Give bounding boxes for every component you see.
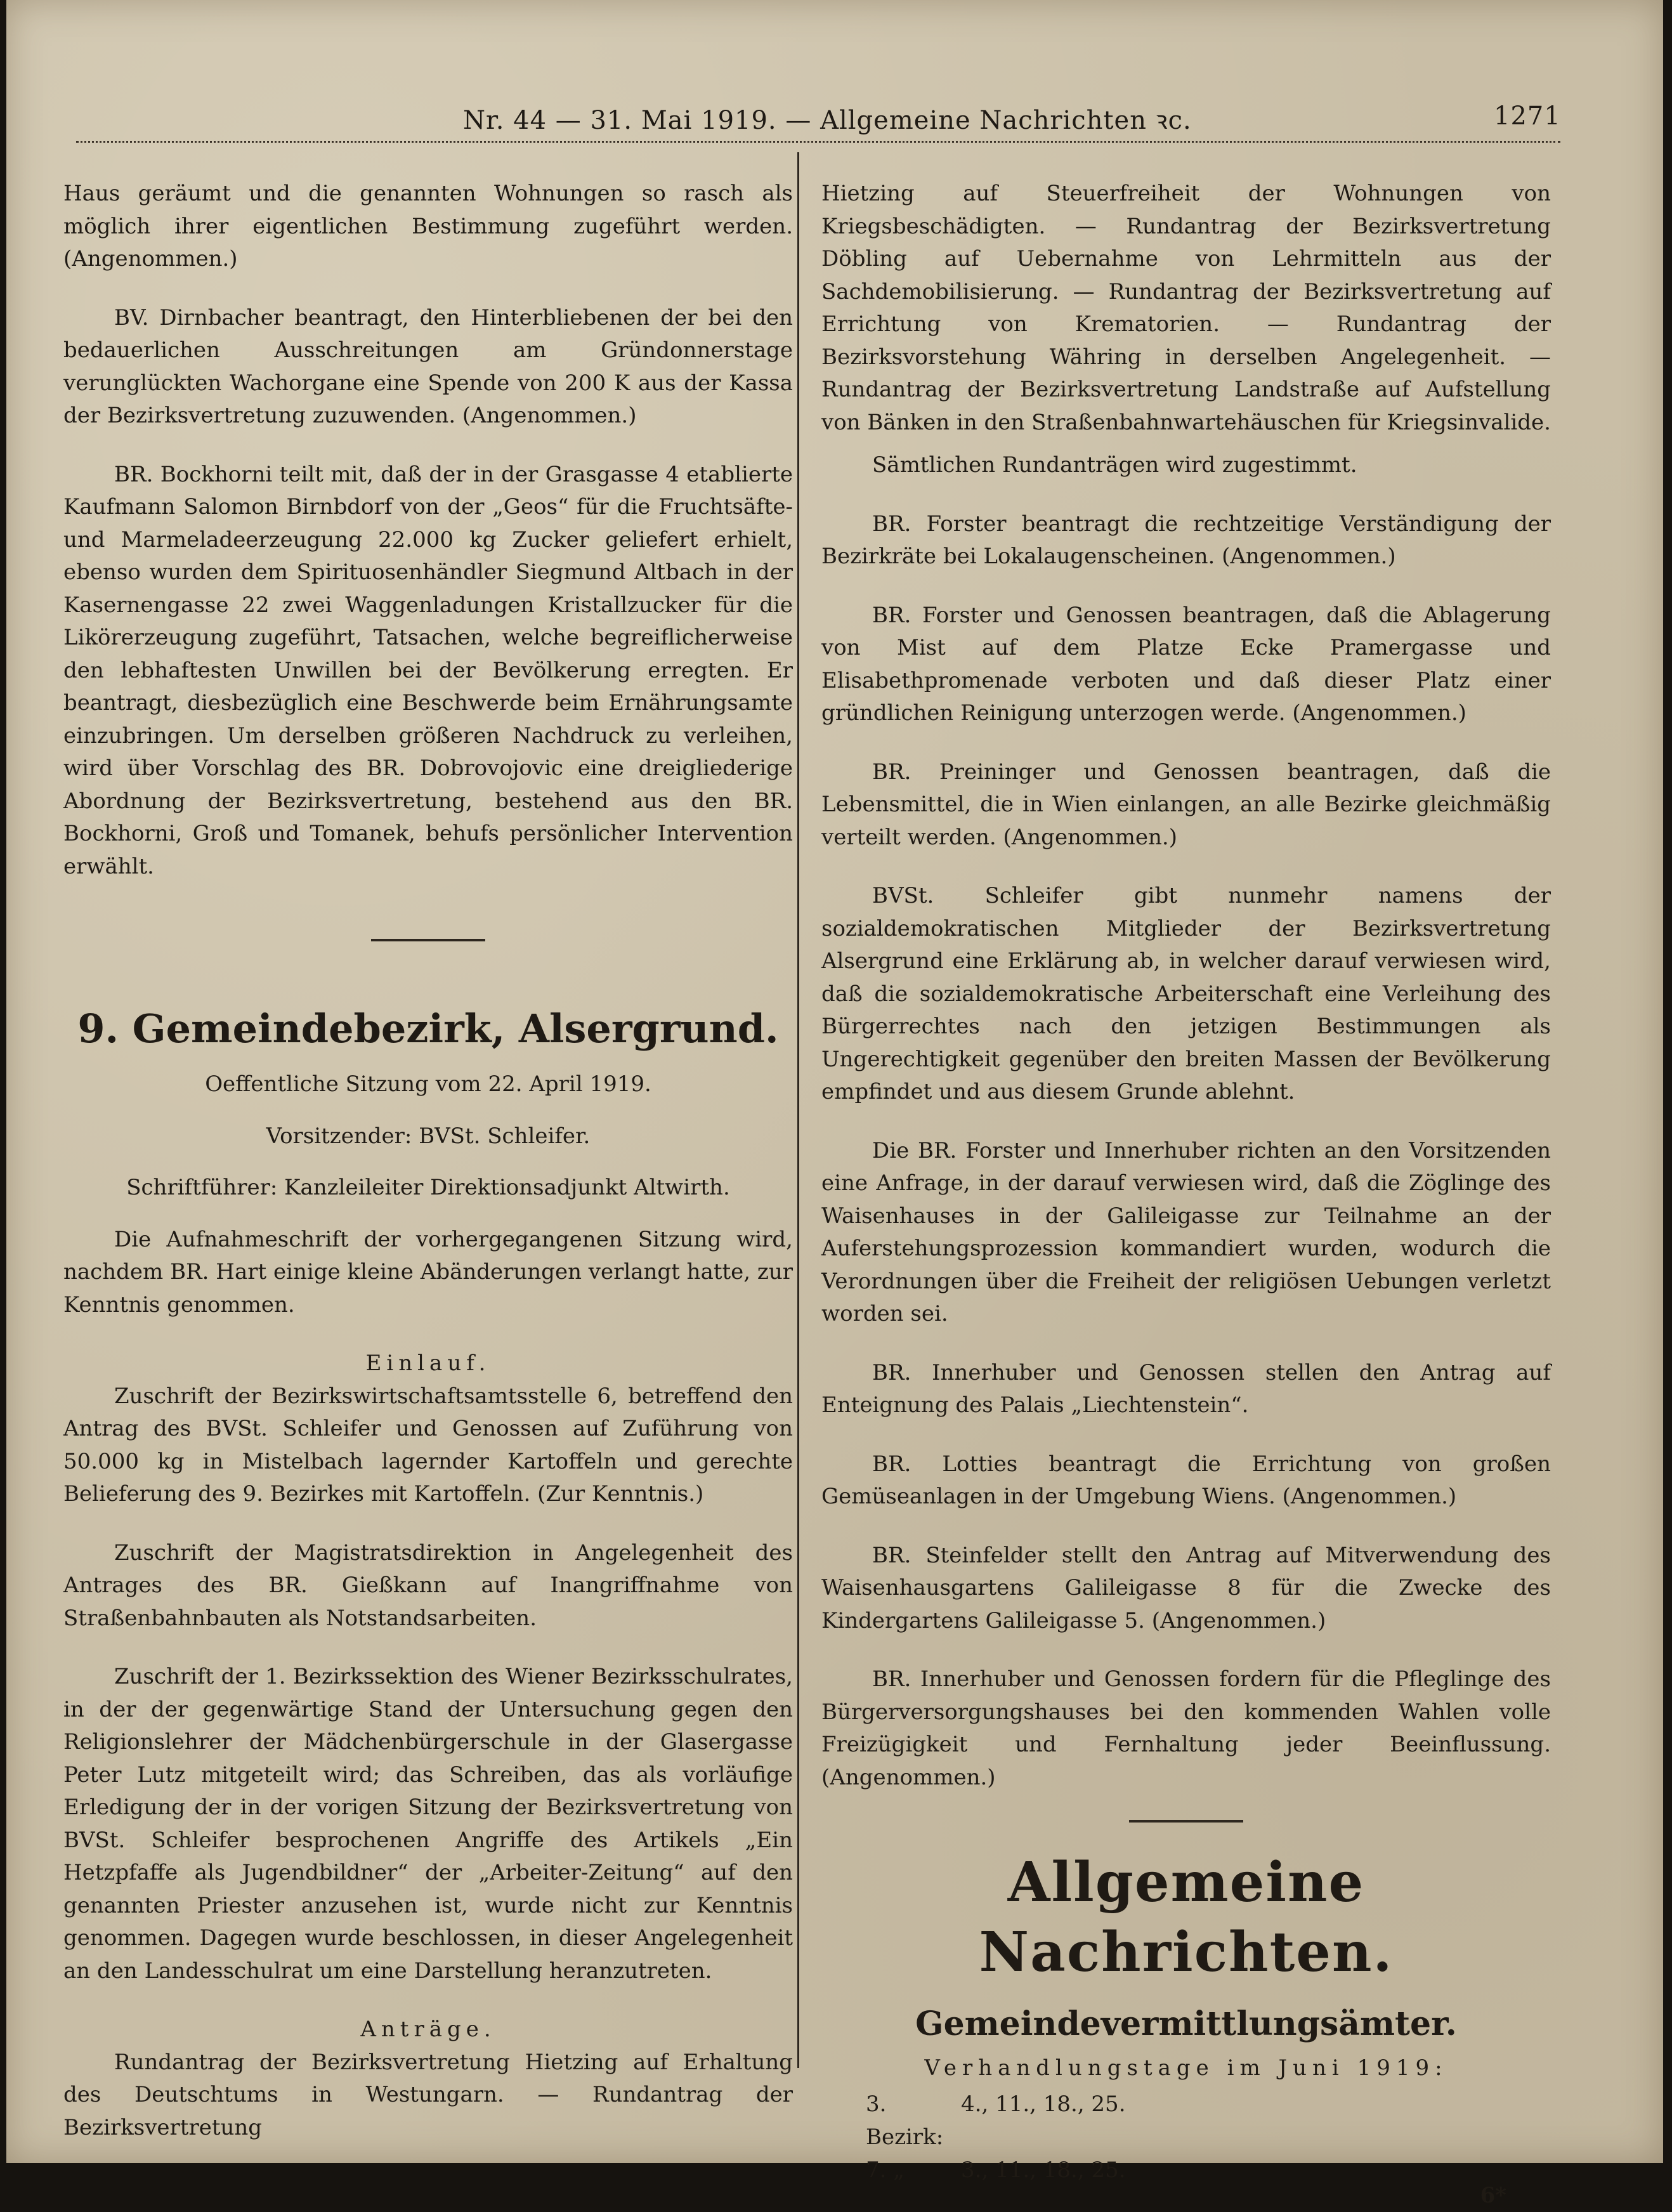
paragraph: Rundantrag der Bezirksvertretung Hietzing auf Erhaltung des Deutschtums in Westungarn. — Rundantrag der Bezirksvertretung [63, 2049, 793, 2140]
schedule-row [821, 2088, 1551, 2154]
section-rule [1129, 1820, 1243, 1823]
schedule-heading: Verhandlungstage im Juni 1919: [924, 2055, 1448, 2081]
paragraph: BR. Preininger und Genossen beantragen, daß die Lebensmittel, die in Wien einlangen, an alle Bezirke gleichmäßig verteilt werden. (Angenommen.) [821, 759, 1551, 850]
paragraph: Die Aufnahmeschrift der vorhergegangenen Sitzung wird, nachdem BR. Hart einige kleine Abänderungen verlangt hatte, zur Kenntnis genommen. [63, 1226, 793, 1318]
paragraph: Hietzing auf Steuerfreiheit der Wohnungen von Kriegsbeschädigten. — Rundantrag der Bezirksvertretung Döbling auf Uebernahme von Lehrmitteln aus der Sachdemobilisierung. — Rundantrag der Bezirksvertretung auf Errichtung von Krematorien. — Rundantrag der Bezirksvorstehung Währing in derselben Angelegenheit. — Rundantrag der Bezirksvertretung Landstraße auf Aufstellung von Bänken in den Straßenbahnwartehäuschen für Kriegsinvalide. [821, 181, 1551, 435]
left-column [63, 178, 793, 2154]
paragraph: Haus geräumt und die genannten Wohnungen so rasch als möglich ihrer eigentlichen Bestimmung zugeführt werden. (Angenommen.) [63, 181, 793, 272]
page-header [6, 101, 1663, 140]
paragraph: BR. Forster und Genossen beantragen, daß die Ablagerung von Mist auf dem Platze Ecke Pramergasse und Elisabethpromenade verboten und daß dieser Platz einer gründlichen Reinigung unterzogen werde. (Angenommen.) [821, 602, 1551, 726]
section-title: Allgemeine Nachrichten. [979, 1850, 1394, 1984]
schedule-dates: 3., 11., 18., 25. [961, 2157, 1126, 2183]
chair-line: Vorsitzender: BVSt. Schleifer. [266, 1123, 591, 1149]
paragraph: Zuschrift der 1. Bezirkssektion des Wiener Bezirksschulrates, in der der gegenwärtige Stand der Untersuchung gegen den Religionslehrer der Mädchenbürgerschule in der Glasergasse Peter Lutz mitgeteilt wird; das Schreiben, das als vorläufige Erledigung der in der vorigen Sitzung der Bezirksvertretung von BVSt. Schleifer besprochenen Angriffe des Artikels „Ein Hetzpfaffe als Jugendbildner“ der „Arbeiter-Zeitung“ auf den genannten Priester anzusehen ist, wurde nicht zur Kenntnis genommen. Dagegen wurde beschlossen, in dieser Angelegenheit an den Landesschulrat um eine Darstellung heranzutreten. [63, 1664, 793, 1984]
page-number: 1271 [1494, 101, 1561, 131]
paragraph: BR. Innerhuber und Genossen stellen den Antrag auf Enteignung des Palais „Liechtenstein“. [821, 1359, 1551, 1418]
paragraph: Sämtlichen Rundanträgen wird zugestimmt. [872, 452, 1357, 478]
paragraph: Zuschrift der Magistratsdirektion in Angelegenheit des Antrages des BR. Gießkann auf Inangriffnahme von Straßenbahnbauten als Notstandsarbeiten. [63, 1540, 793, 1631]
paragraph: Die BR. Forster und Innerhuber richten an den Vorsitzenden eine Anfrage, in der darauf verwiesen wird, daß die Zöglinge des Waisenhauses in der Galileigasse zur Teilnahme an der Auferstehungsprozession kommandiert wurden, wodurch die Verordnungen über die Freiheit der religiösen Uebungen verletzt worden sei. [821, 1137, 1551, 1326]
header-rule [76, 141, 1560, 143]
paragraph: BR. Bockhorni teilt mit, daß der in der Grasgasse 4 etablierte Kaufmann Salomon Birnbdorf von der „Geos“ für die Fruchtsäfte- und Marmeladeerzeugung 22.000 kg Zucker geliefert erhielt, ebenso wurden dem Spirituosenhändler Siegmund Altbach in der Kasernengasse 22 zwei Waggenladungen Kristallzucker für die Likörerzeugung zugeführt, Tatsachen, welche begreiflicherweise den lebhaftesten Unwillen bei der Bevölkerung erregten. Er beantragt, diesbezüglich eine Beschwerde beim Ernährungsamte einzubringen. Um derselben größeren Nachdruck zu verleihen, wird über Vorschlag des BR. Dobrovojovic eine dreigliederige Abordnung der Bezirksvertretung, bestehend aus den BR. Bockhorni, Groß und Tomanek, behufs persönlicher Intervention erwählt. [63, 461, 793, 879]
newspaper-page [6, 0, 1663, 2208]
schedule-dates: 4., 11., 18., 25. [961, 2091, 1126, 2117]
column-divider [797, 152, 799, 2068]
section-rule [371, 939, 485, 941]
right-column [821, 178, 1551, 2208]
schedule-row [821, 2154, 1551, 2208]
paragraph: BR. Forster beantragt die rechtzeitige Verständigung der Bezirkräte bei Lokalaugenscheinen. (Angenommen.) [821, 511, 1551, 569]
subheading-antraege: Anträge. [360, 2017, 496, 2042]
paragraph: BV. Dirnbacher beantragt, den Hinterbliebenen der bei den bedauerlichen Ausschreitungen am Gründonnerstage verunglückten Wachorgane eine Spende von 200 K aus der Kassa der Bezirksvertretung zuzuwenden. (Angenommen.) [63, 304, 793, 428]
paragraph: BR. Steinfelder stellt den Antrag auf Mitverwendung des Waisenhausgartens Galileigasse 8 für die Zwecke des Kindergartens Galileigasse 5. (Angenommen.) [821, 1542, 1551, 1633]
subsection-title: Gemeindevermittlungsämter. [915, 2005, 1457, 2043]
paragraph: BR. Lotties beantragt die Errichtung von großen Gemüseanlagen in der Umgebung Wiens. (Angenommen.) [821, 1451, 1551, 1509]
paragraph: BVSt. Schleifer gibt nunmehr namens der sozialdemokratischen Mitglieder der Bezirksvertretung Alsergrund eine Erklärung ab, in welcher darauf verwiesen wird, daß die sozialdemokratische Arbeiterschaft eine Verleihung des Bürgerrechtes nach den jetzigen Bestimmungen als Ungerechtigkeit gegenüber den breiten Massen der Bevölkerung empfindet und aus diesem Grunde ablehnt. [821, 883, 1551, 1104]
signature-mark: 6* [1480, 2182, 1506, 2208]
secretary-line: Schriftführer: Kanzleileiter Direktionsadjunkt Altwirth. [126, 1175, 730, 1200]
paragraph: BR. Innerhuber und Genossen fordern für die Pfleglinge des Bürgerversorgungshauses bei den kommenden Wahlen volle Freizügigkeit und Fernhaltung jeder Beeinflussung. (Angenommen.) [821, 1666, 1551, 1790]
subheading-einlauf: Einlauf. [365, 1351, 491, 1376]
schedule-district: 3. Bezirk: [866, 2091, 944, 2150]
schedule-district: 7. „ [866, 2157, 905, 2183]
issue-line: Nr. 44 — 31. Mai 1919. — Allgemeine Nachrichten ꝛc. [463, 106, 1192, 135]
section-title: 9. Gemeindebezirk, Alsergrund. [77, 1005, 779, 1052]
session-line: Oeffentliche Sitzung vom 22. April 1919. [205, 1071, 651, 1097]
paragraph: Zuschrift der Bezirkswirtschaftsamtsstelle 6, betreffend den Antrag des BVSt. Schleifer und Genossen auf Zuführung von 50.000 kg in Mistelbach lagernder Kartoffeln und gerechte Belieferung des 9. Bezirkes mit Kartoffeln. (Zur Kenntnis.) [63, 1383, 793, 1507]
